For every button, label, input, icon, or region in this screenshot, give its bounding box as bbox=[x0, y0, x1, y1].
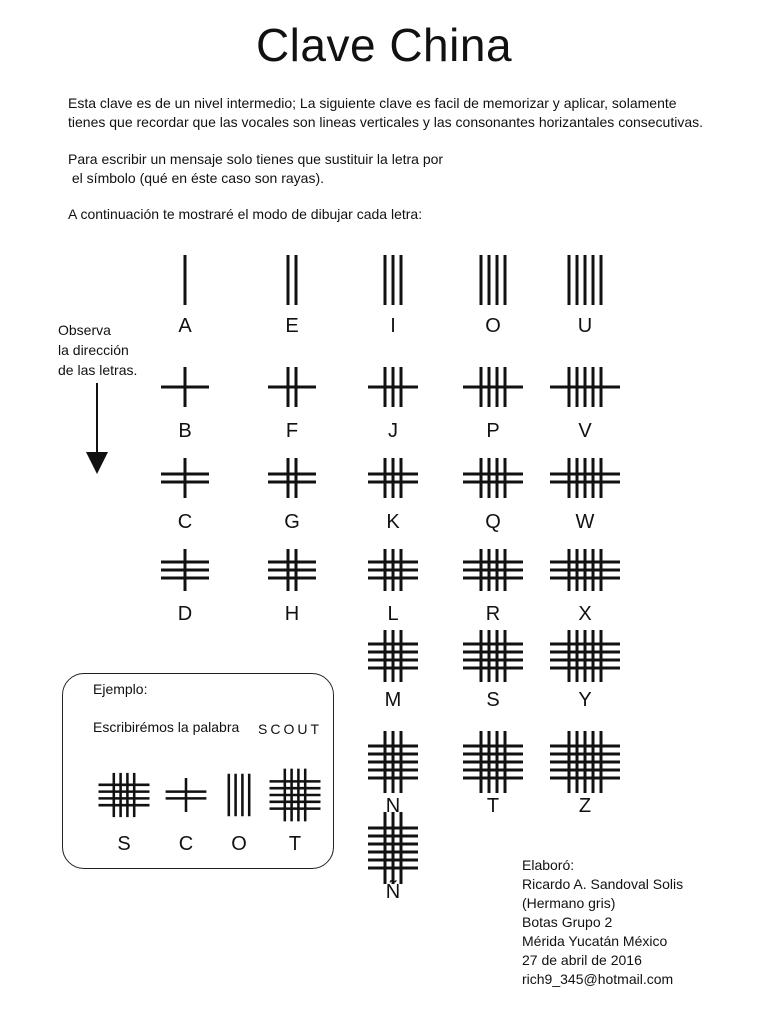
cipher-symbol-u bbox=[569, 255, 601, 305]
observe-line: la dirección bbox=[58, 342, 129, 358]
page-title: Clave China bbox=[255, 19, 513, 71]
cipher-letter-q: Q bbox=[485, 511, 501, 533]
example-letter-s: S bbox=[117, 833, 131, 855]
cipher-letter-w: W bbox=[575, 511, 595, 533]
cipher-letter-z: Z bbox=[578, 795, 592, 817]
example-letter-t: T bbox=[288, 833, 302, 855]
cipher-letter-y: Y bbox=[578, 689, 592, 711]
cipher-letter-n: N bbox=[385, 795, 401, 817]
cipher-letter-x: X bbox=[578, 603, 592, 625]
cipher-letter-a: A bbox=[178, 315, 192, 337]
cipher-letter-t: T bbox=[486, 795, 500, 817]
credit-line: rich9_345@hotmail.com bbox=[522, 971, 674, 987]
cipher-letter-m: M bbox=[384, 689, 402, 711]
cipher-letter-u: U bbox=[577, 315, 593, 337]
cipher-symbol-h bbox=[268, 549, 316, 591]
observe-line: Observa bbox=[58, 322, 111, 338]
cipher-symbol-t bbox=[463, 731, 523, 793]
cipher-symbol-f bbox=[268, 367, 316, 407]
intro-line: Esta clave es de un nivel intermedio; La siguiente clave es facil de memorizar y aplicar, solamente bbox=[68, 95, 677, 111]
intro-line: A continuación te mostraré el modo de dibujar cada letra: bbox=[68, 206, 423, 222]
cipher-letter-b: B bbox=[178, 420, 192, 442]
cipher-symbol-k bbox=[368, 458, 418, 498]
intro-line: el símbolo (qué en éste caso son rayas). bbox=[68, 170, 325, 186]
example-sentence: Escribirémos la palabra bbox=[93, 719, 240, 735]
example-symbol-o bbox=[229, 774, 249, 817]
credit-line: Botas Grupo 2 bbox=[522, 914, 613, 930]
example-label: Ejemplo: bbox=[93, 681, 148, 697]
cipher-letter-c: C bbox=[177, 511, 193, 533]
cipher-symbol-l bbox=[368, 549, 418, 591]
example-word: SCOUT bbox=[258, 721, 322, 737]
credit-line: 27 de abril de 2016 bbox=[522, 952, 642, 968]
cipher-letter-p: P bbox=[486, 420, 500, 442]
example-symbol-t bbox=[270, 769, 321, 822]
cipher-letter-s: S bbox=[486, 689, 500, 711]
cipher-letter-o: O bbox=[485, 315, 501, 337]
cipher-symbol-e bbox=[288, 255, 296, 305]
cipher-letter-l: L bbox=[387, 603, 399, 625]
cipher-symbol-d bbox=[161, 549, 209, 591]
cipher-symbol-s bbox=[463, 630, 523, 682]
credit-line: (Hermano gris) bbox=[522, 895, 616, 911]
cipher-letter-e: E bbox=[285, 315, 299, 337]
example-symbol-c bbox=[166, 778, 207, 812]
cipher-symbol-i bbox=[385, 255, 401, 305]
cipher-symbol-v bbox=[550, 367, 620, 407]
cipher-symbol-y bbox=[550, 630, 620, 682]
cipher-symbol-r bbox=[463, 549, 523, 591]
cipher-symbol-g bbox=[268, 458, 316, 498]
cipher-letter-r: R bbox=[485, 603, 501, 625]
intro-line: Para escribir un mensaje solo tienes que sustituir la letra por bbox=[68, 151, 444, 167]
cipher-symbol-m bbox=[368, 630, 418, 682]
cipher-letter-d: D bbox=[177, 603, 193, 625]
example-symbol-s bbox=[99, 773, 150, 817]
cipher-symbol-q bbox=[463, 458, 523, 498]
example-letter-o: O bbox=[231, 833, 247, 855]
cipher-letter-k: K bbox=[386, 511, 400, 533]
credit-line: Mérida Yucatán México bbox=[522, 933, 668, 949]
cipher-letter-v: V bbox=[578, 420, 592, 442]
cipher-symbol-j bbox=[368, 367, 418, 407]
cipher-letter-ñ: Ñ bbox=[385, 881, 401, 903]
cipher-symbol-o bbox=[481, 255, 505, 305]
cipher-letter-i: I bbox=[390, 315, 396, 337]
direction-arrow-head bbox=[86, 452, 108, 474]
cipher-letter-h: H bbox=[284, 603, 300, 625]
observe-line: de las letras. bbox=[58, 362, 138, 378]
cipher-symbol-b bbox=[161, 367, 209, 407]
cipher-symbol-p bbox=[463, 367, 523, 407]
cipher-symbol-n bbox=[368, 731, 418, 793]
credit-line: Elaboró: bbox=[522, 857, 575, 873]
cipher-letter-g: G bbox=[284, 511, 300, 533]
cipher-symbol-ñ bbox=[368, 812, 418, 884]
intro-line: tienes que recordar que las vocales son lineas verticales y las consonantes horizantales consecutivas. bbox=[68, 114, 704, 130]
cipher-symbol-x bbox=[550, 549, 620, 591]
credit-line: Ricardo A. Sandoval Solis bbox=[522, 876, 684, 892]
cipher-letter-j: J bbox=[388, 420, 398, 442]
cipher-letter-f: F bbox=[285, 420, 299, 442]
example-letter-c: C bbox=[178, 833, 194, 855]
cipher-symbol-w bbox=[550, 458, 620, 498]
cipher-symbol-z bbox=[550, 731, 620, 793]
cipher-symbol-c bbox=[161, 458, 209, 498]
